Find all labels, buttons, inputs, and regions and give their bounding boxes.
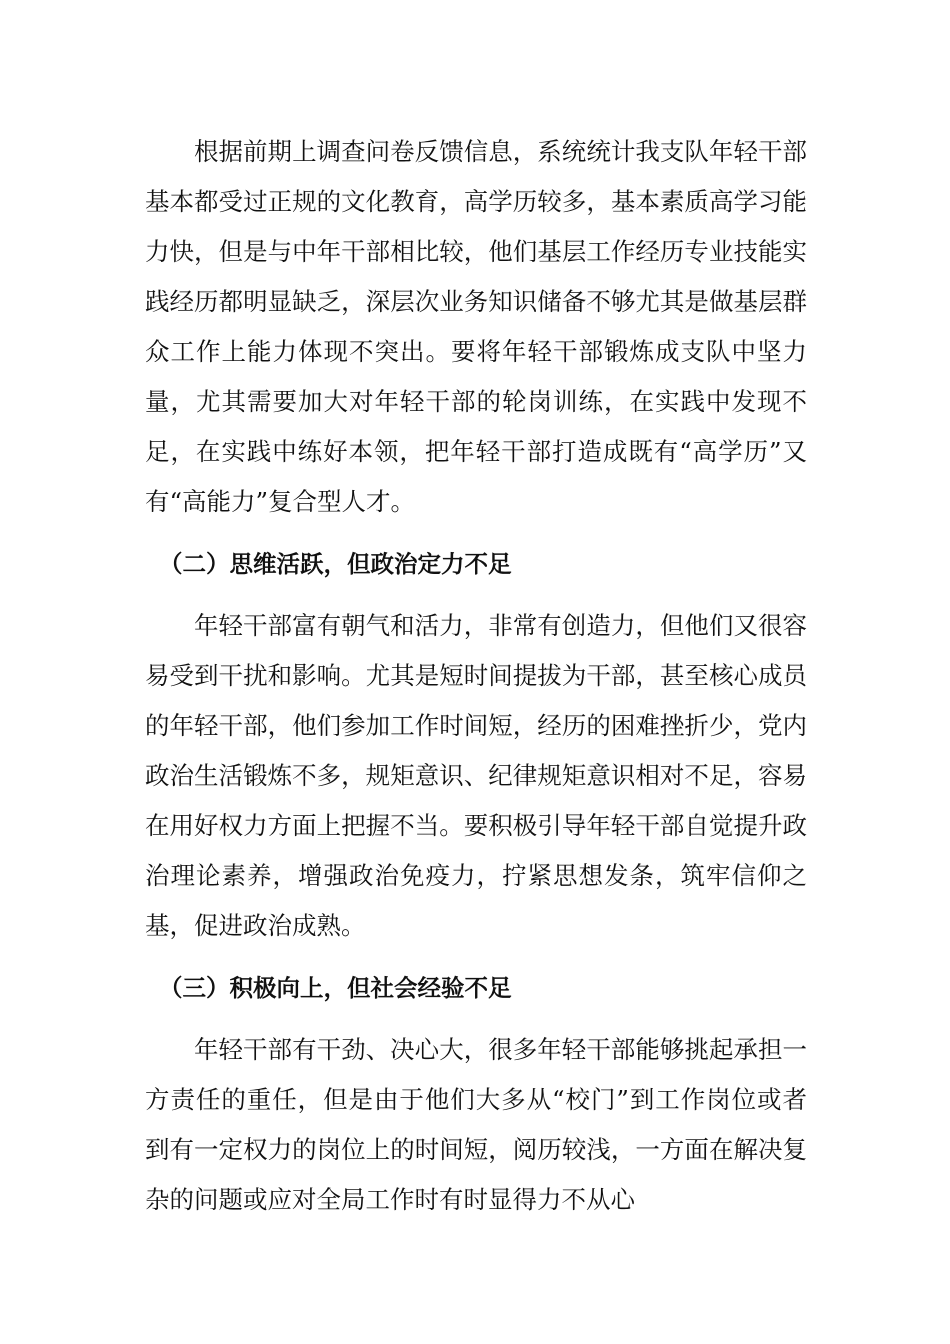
body-paragraph: 根据前期上调查问卷反馈信息，系统统计我支队年轻干部基本都受过正规的文化教育，高学历较多，基本素质高学习能力快，但是与中年干部相比较，他们基层工作经历专业技能实践经历都明显缺乏，深层次业务知识储备不够尤其是做基层群众工作上能力体现不突出。要将年轻干部锻炼成支队中坚力量，尤其需要加大对年轻干部的轮岗训练，在实践中发现不足，在实践中练好本领，把年轻干部打造成既有“高学历”又有“高能力”复合型人才。	[145, 137, 807, 516]
document-body	[145, 127, 807, 1225]
section-heading: （三）积极向上，但社会经验不足	[159, 974, 512, 1002]
body-paragraph: 年轻干部有干劲、决心大，很多年轻干部能够挑起承担一方责任的重任，但是由于他们大多从“校门”到工作岗位或者到有一定权力的岗位上的时间短，阅历较浅，一方面在解决复杂的问题或应对全局工作时有时显得力不从心	[145, 1035, 807, 1214]
body-paragraph: 年轻干部富有朝气和活力，非常有创造力，但他们又很容易受到干扰和影响。尤其是短时间提拔为干部，甚至核心成员的年轻干部，他们参加工作时间短，经历的困难挫折少，党内政治生活锻炼不多，规矩意识、纪律规矩意识相对不足，容易在用好权力方面上把握不当。要积极引导年轻干部自觉提升政治理论素养，增强政治免疫力，拧紧思想发条，筑牢信仰之基，促进政治成熟。	[145, 611, 807, 940]
section-heading: （二）思维活跃，但政治定力不足	[159, 550, 512, 578]
